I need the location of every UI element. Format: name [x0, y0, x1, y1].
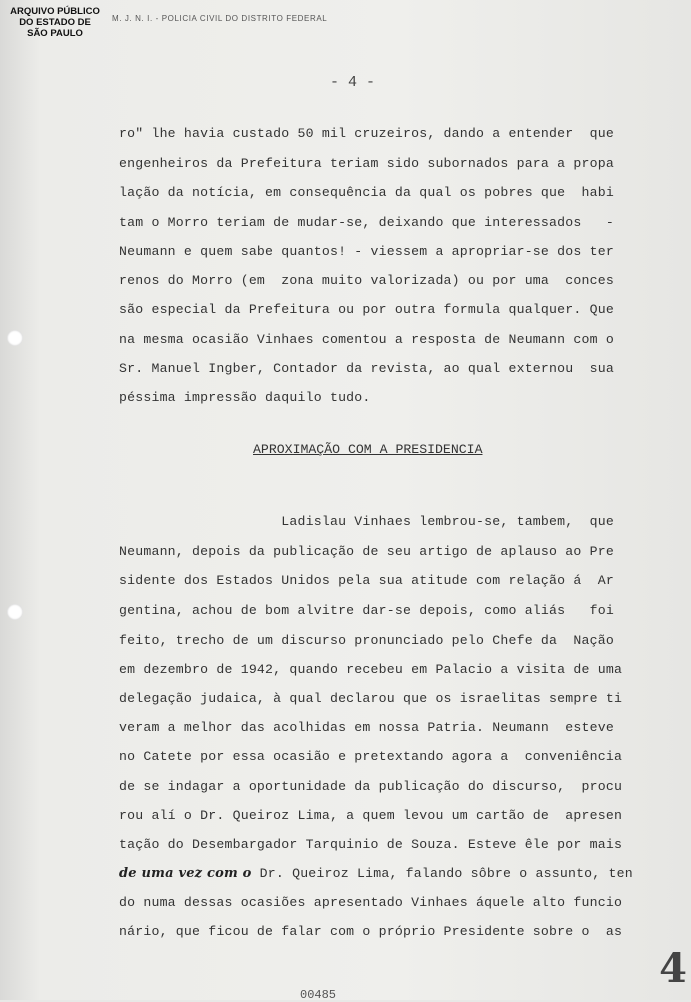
- archive-stamp: [6, 6, 104, 39]
- footer-number: 00485: [300, 988, 337, 1002]
- text-line: lação da notícia, em consequência da qual os pobres que habi: [119, 185, 614, 200]
- text-line: feito, trecho de um discurso pronunciado pelo Chefe da Nação: [119, 633, 614, 648]
- text-line: do numa dessas ocasiões apresentado Vinhaes áquele alto funcio: [119, 895, 623, 910]
- stamp-line-3: SÃO PAULO: [27, 28, 83, 39]
- stamp-line-1: ARQUIVO PÚBLICO: [10, 6, 100, 17]
- text-line: renos do Morro (em zona muito valorizada) ou por uma conces: [119, 273, 614, 288]
- letterhead: M. J. N. I. - POLICIA CIVIL DO DISTRITO FEDERAL: [112, 14, 328, 23]
- text-line: Neumann e quem sabe quantos! - viessem a apropriar-se dos ter: [119, 244, 614, 259]
- text-line: sidente dos Estados Unidos pela sua atitude com relação á Ar: [119, 573, 614, 588]
- text-line: engenheiros da Prefeitura teriam sido subornados para a propa: [119, 156, 614, 171]
- text-line: Neumann, depois da publicação de seu artigo de aplauso ao Pre: [119, 544, 614, 559]
- text-line: gentina, achou de bom alvitre dar-se depois, como aliás foi: [119, 603, 614, 618]
- text-line: rou alí o Dr. Queiroz Lima, a quem levou um cartão de apresen: [119, 808, 623, 823]
- typed-continuation: Dr. Queiroz Lima, falando sôbre o assunto, ten: [251, 866, 633, 881]
- text-line: ro" lhe havia custado 50 mil cruzeiros, dando a entender que: [119, 126, 614, 141]
- section-heading: APROXIMAÇÃO COM A PRESIDENCIA: [253, 442, 483, 457]
- text-line: Sr. Manuel Ingber, Contador da revista, ao qual externou sua: [119, 361, 614, 376]
- punch-hole-bottom: [7, 604, 23, 620]
- page-number: - 4 -: [330, 74, 376, 91]
- text-line: são especial da Prefeitura ou por outra formula qualquer. Que: [119, 302, 614, 317]
- text-line: tação do Desembargador Tarquinio de Souza. Esteve êle por mais: [119, 837, 623, 852]
- text-line: no Catete por essa ocasião e pretextando agora a conveniência: [119, 749, 623, 764]
- handwritten-insert: de uma vez com o: [119, 866, 252, 881]
- text-line: em dezembro de 1942, quando recebeu em Palacio a visita de uma: [119, 662, 623, 677]
- text-line: veram a melhor das acolhidas em nossa Patria. Neumann esteve: [119, 720, 614, 735]
- text-line: nário, que ficou de falar com o próprio Presidente sobre o as: [119, 924, 623, 939]
- stamp-line-2: DO ESTADO DE: [19, 17, 91, 28]
- punch-hole-top: [7, 330, 23, 346]
- text-line: delegação judaica, à qual declarou que os israelitas sempre ti: [119, 691, 623, 706]
- text-line: tam o Morro teriam de mudar-se, deixando que interessados -: [119, 215, 614, 230]
- text-line: de se indagar a oportunidade da publicação do discurso, procu: [119, 779, 623, 794]
- text-line: péssima impressão daquilo tudo.: [119, 390, 371, 405]
- text-line: na mesma ocasião Vinhaes comentou a resposta de Neumann com o: [119, 332, 614, 347]
- text-line-handwritten-insert: [119, 866, 633, 881]
- corner-page-mark: 4: [659, 945, 687, 992]
- text-line: Ladislau Vinhaes lembrou-se, tambem, que: [119, 514, 614, 529]
